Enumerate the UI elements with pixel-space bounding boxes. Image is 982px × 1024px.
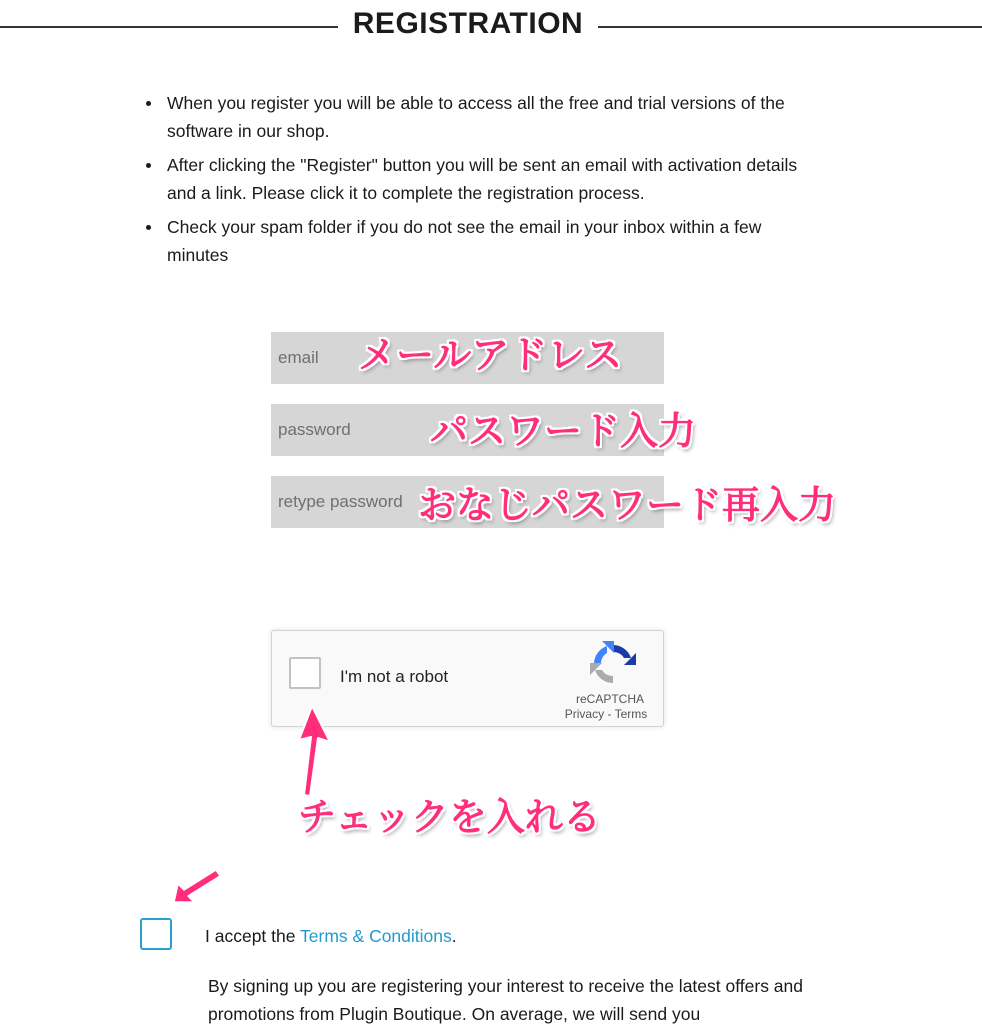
bullet-dot-icon	[146, 163, 151, 168]
recaptcha-terms-link[interactable]: Terms	[614, 707, 648, 721]
bullet-item	[140, 213, 800, 269]
annotation-captcha-check: チェックを入れる	[298, 795, 601, 839]
info-bullet-list	[140, 89, 800, 275]
annotation-arrow-up-icon	[290, 700, 336, 800]
recaptcha-checkbox[interactable]	[289, 657, 321, 689]
terms-prefix: I accept the	[205, 926, 301, 946]
bullet-item	[140, 89, 800, 145]
signup-disclaimer: By signing up you are registering your interest to receive the latest offers and promotions from Plugin Boutique. On average, we will send you	[208, 976, 804, 1024]
annotation-email: メールアドレス	[358, 333, 623, 377]
bullet-text: Check your spam folder if you do not see the email in your inbox within a few minutes	[167, 217, 762, 265]
terms-conditions-link[interactable]: Terms & Conditions	[300, 926, 452, 946]
recaptcha-links	[550, 707, 662, 721]
bullet-item	[140, 151, 800, 207]
annotation-retype-password: おなじパスワード再入力	[418, 483, 837, 527]
bullet-text: After clicking the "Register" button you will be sent an email with activation details and a link. Please click it to complete the registration process.	[167, 155, 798, 203]
terms-suffix: .	[451, 926, 457, 946]
bullet-dot-icon	[146, 225, 151, 230]
recaptcha-label: I'm not a robot	[340, 667, 449, 686]
terms-checkbox[interactable]	[140, 918, 172, 950]
recaptcha-link-separator: -	[604, 707, 615, 721]
bullet-dot-icon	[146, 101, 151, 106]
annotation-password: パスワード入力	[430, 409, 697, 453]
annotation-arrow-down-left-icon	[168, 866, 224, 908]
header-divider-left	[0, 26, 338, 28]
recaptcha-privacy-link[interactable]: Privacy	[564, 707, 605, 721]
recaptcha-brand: reCAPTCHA	[575, 692, 644, 706]
recaptcha-logo-icon	[590, 641, 636, 687]
bullet-text: When you register you will be able to access all the free and trial versions of the software in our shop.	[167, 93, 785, 141]
header-divider-right	[598, 26, 982, 28]
page-title: REGISTRATION	[352, 7, 584, 40]
terms-label	[205, 926, 457, 947]
